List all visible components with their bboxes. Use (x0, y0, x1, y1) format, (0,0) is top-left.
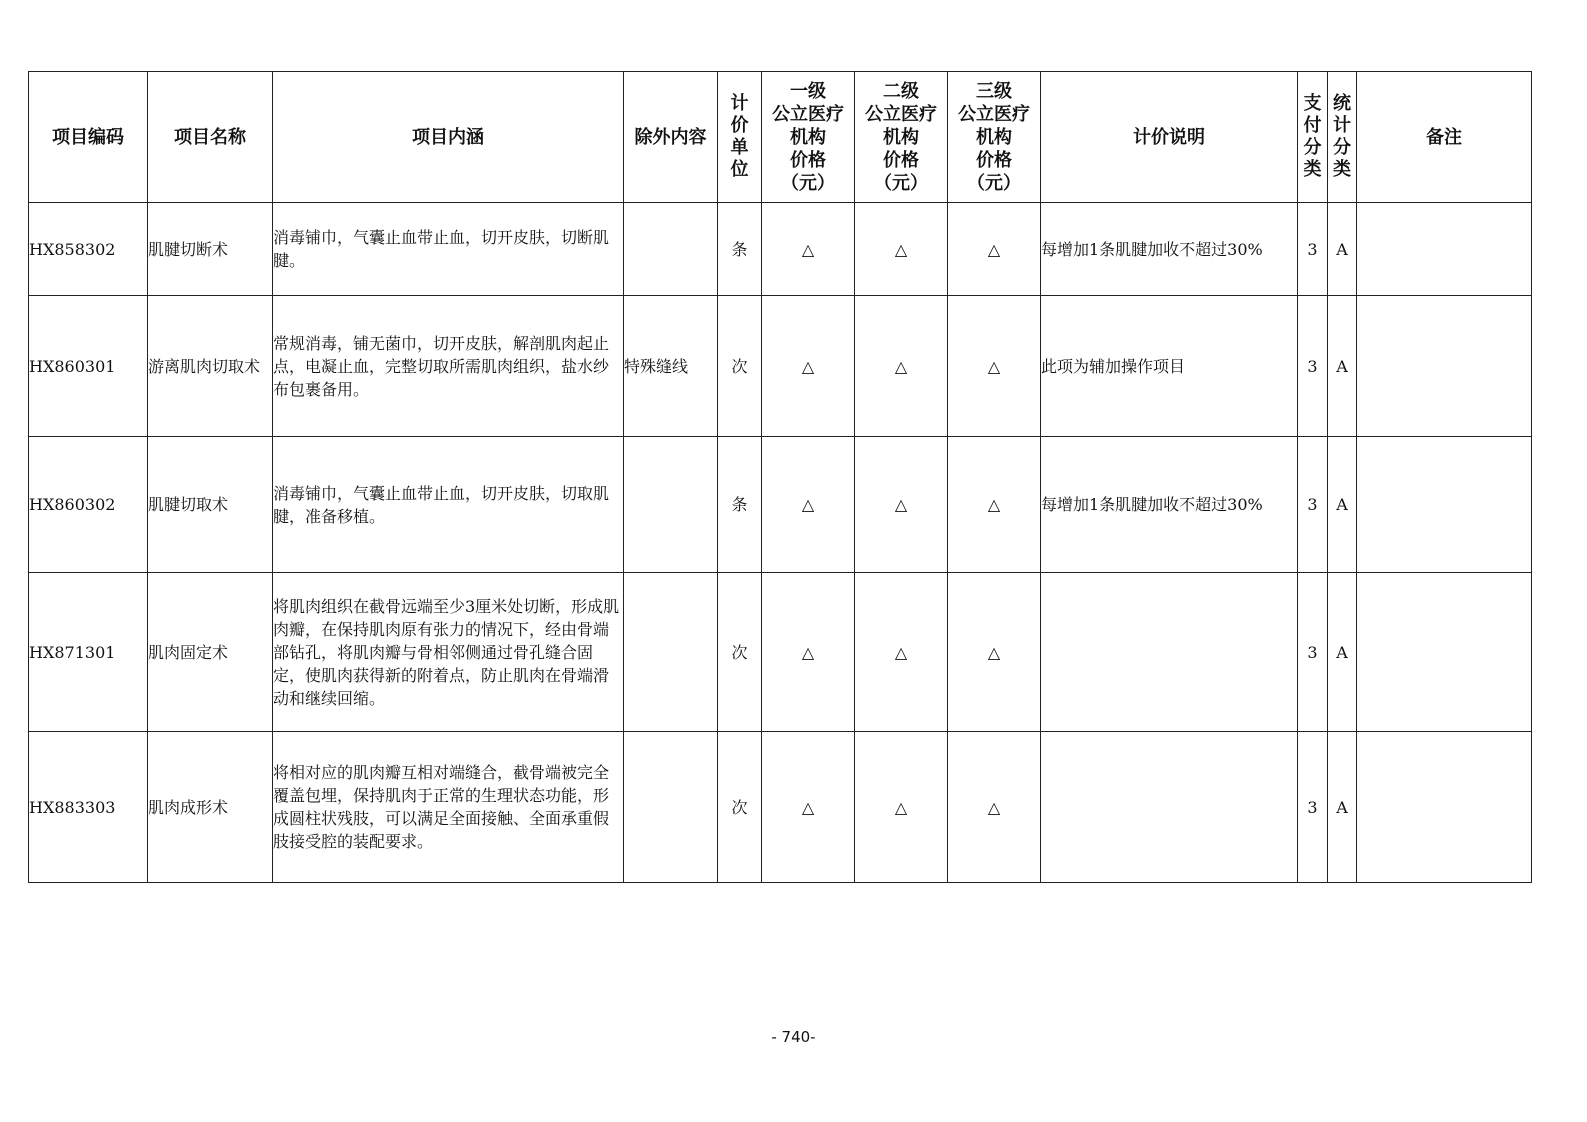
cell-unit: 次 (718, 573, 762, 732)
cell-price-level3: △ (948, 573, 1041, 732)
header-level3-line: 三级 (976, 80, 1012, 102)
header-level1-line: （元） (781, 172, 835, 194)
header-level1-line: 公立医疗 (772, 103, 844, 125)
header-level3-price (948, 72, 1041, 203)
cell-unit: 次 (718, 732, 762, 883)
header-name: 项目名称 (148, 72, 273, 203)
header-level3-line: 机构 (976, 126, 1012, 148)
cell-remark (1357, 437, 1532, 573)
cell-excluded (624, 203, 718, 296)
cell-name: 肌肉固定术 (148, 573, 273, 732)
cell-payment-class: 3 (1298, 437, 1328, 573)
cell-content: 将肌肉组织在截骨远端至少3厘米处切断，形成肌肉瓣，在保持肌肉原有张力的情况下，经由骨端部钻孔，将肌肉瓣与骨相邻侧通过骨孔缝合固定，使肌肉获得新的附着点，防止肌肉在骨端滑动和继续回缩。 (273, 573, 624, 732)
cell-price-level1: △ (762, 203, 855, 296)
header-payment-class (1298, 72, 1328, 203)
cell-name: 游离肌肉切取术 (148, 296, 273, 437)
table-row (29, 296, 1532, 437)
cell-pricing-note: 每增加1条肌腱加收不超过30% (1041, 437, 1298, 573)
cell-pricing-note: 此项为辅加操作项目 (1041, 296, 1298, 437)
header-level1-line: 一级 (790, 80, 826, 102)
header-level3-line: 价格 (976, 149, 1012, 171)
cell-code: HX860301 (29, 296, 148, 437)
cell-excluded (624, 732, 718, 883)
cell-price-level2: △ (855, 573, 948, 732)
cell-remark (1357, 573, 1532, 732)
cell-stat-class: A (1328, 296, 1357, 437)
cell-price-level2: △ (855, 437, 948, 573)
cell-content: 将相对应的肌肉瓣互相对端缝合，截骨端被完全覆盖包埋，保持肌肉于正常的生理状态功能，形成圆柱状残肢，可以满足全面接触、全面承重假肢接受腔的装配要求。 (273, 732, 624, 883)
cell-payment-class: 3 (1298, 573, 1328, 732)
table-row (29, 203, 1532, 296)
header-remarks: 备注 (1357, 72, 1532, 203)
cell-unit: 条 (718, 203, 762, 296)
cell-price-level3: △ (948, 296, 1041, 437)
cell-unit: 条 (718, 437, 762, 573)
header-unit-text: 计价单位 (730, 93, 749, 180)
cell-remark (1357, 296, 1532, 437)
header-level1-line: 机构 (790, 126, 826, 148)
cell-price-level1: △ (762, 573, 855, 732)
header-level2-line: 二级 (883, 80, 919, 102)
header-payment-class-text: 支付分类 (1303, 93, 1322, 180)
cell-name: 肌腱切断术 (148, 203, 273, 296)
table-row (29, 437, 1532, 573)
cell-unit: 次 (718, 296, 762, 437)
cell-pricing-note (1041, 732, 1298, 883)
page-number: - 740- (771, 1028, 816, 1046)
cell-code: HX871301 (29, 573, 148, 732)
price-table (28, 71, 1532, 883)
header-row (29, 72, 1532, 203)
header-level2-line: （元） (874, 172, 928, 194)
header-content: 项目内涵 (273, 72, 624, 203)
table-row (29, 732, 1532, 883)
cell-price-level2: △ (855, 203, 948, 296)
header-stat-class-text: 统计分类 (1333, 93, 1351, 180)
cell-stat-class: A (1328, 732, 1357, 883)
header-excluded: 除外内容 (624, 72, 718, 203)
cell-remark (1357, 732, 1532, 883)
cell-payment-class: 3 (1298, 296, 1328, 437)
header-level2-price (855, 72, 948, 203)
header-level2-line: 价格 (883, 149, 919, 171)
header-level2-line: 公立医疗 (865, 103, 937, 125)
cell-code: HX883303 (29, 732, 148, 883)
header-stat-class (1328, 72, 1357, 203)
cell-stat-class: A (1328, 573, 1357, 732)
header-level3-line: 公立医疗 (958, 103, 1030, 125)
cell-price-level1: △ (762, 437, 855, 573)
cell-price-level3: △ (948, 203, 1041, 296)
cell-excluded (624, 437, 718, 573)
cell-remark (1357, 203, 1532, 296)
header-level2-line: 机构 (883, 126, 919, 148)
cell-payment-class: 3 (1298, 203, 1328, 296)
cell-code: HX860302 (29, 437, 148, 573)
cell-stat-class: A (1328, 203, 1357, 296)
cell-price-level2: △ (855, 296, 948, 437)
header-level1-price (762, 72, 855, 203)
header-pricing-note: 计价说明 (1041, 72, 1298, 203)
cell-content: 消毒铺巾，气囊止血带止血，切开皮肤，切取肌腱，准备移植。 (273, 437, 624, 573)
cell-payment-class: 3 (1298, 732, 1328, 883)
header-level3-line: （元） (967, 172, 1021, 194)
header-unit (718, 72, 762, 203)
cell-price-level3: △ (948, 732, 1041, 883)
cell-pricing-note: 每增加1条肌腱加收不超过30% (1041, 203, 1298, 296)
cell-name: 肌肉成形术 (148, 732, 273, 883)
cell-excluded: 特殊缝线 (624, 296, 718, 437)
cell-stat-class: A (1328, 437, 1357, 573)
header-level1-line: 价格 (790, 149, 826, 171)
header-code: 项目编码 (29, 72, 148, 203)
cell-code: HX858302 (29, 203, 148, 296)
cell-price-level1: △ (762, 732, 855, 883)
cell-name: 肌腱切取术 (148, 437, 273, 573)
cell-price-level1: △ (762, 296, 855, 437)
cell-price-level2: △ (855, 732, 948, 883)
cell-pricing-note (1041, 573, 1298, 732)
cell-price-level3: △ (948, 437, 1041, 573)
table-row (29, 573, 1532, 732)
cell-content: 常规消毒，铺无菌巾，切开皮肤，解剖肌肉起止点，电凝止血，完整切取所需肌肉组织，盐水纱布包裹备用。 (273, 296, 624, 437)
cell-excluded (624, 573, 718, 732)
cell-content: 消毒铺巾，气囊止血带止血，切开皮肤，切断肌腱。 (273, 203, 624, 296)
